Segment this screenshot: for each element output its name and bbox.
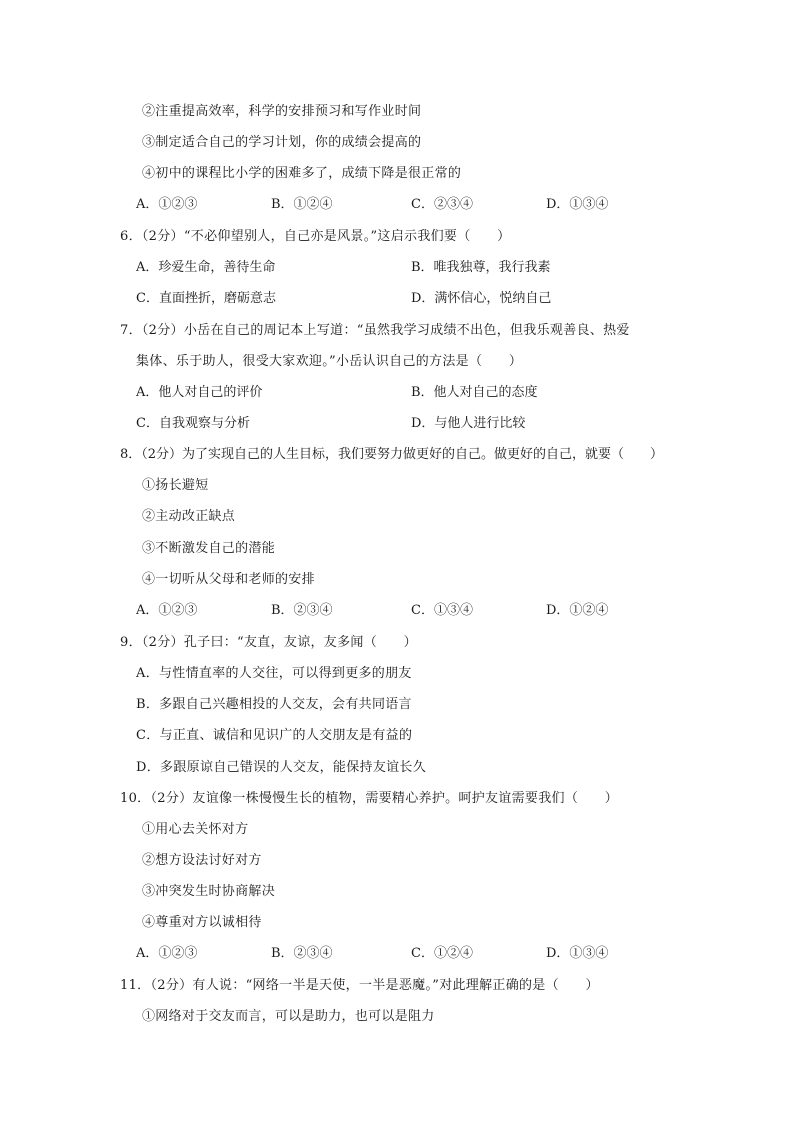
q8-stem: 8．（2分）为了实现自己的人生目标，我们要努力做更好的自己。做更好的自己，就要（ ） <box>120 447 664 462</box>
q8-item-1: ①扬长避短 <box>142 478 209 493</box>
q6-options-row1 <box>136 259 656 277</box>
q10-option-b[interactable]: B．②③④ <box>271 946 333 961</box>
q6-option-c[interactable]: C．直面挫折，磨砺意志 <box>136 291 276 306</box>
q6-option-b[interactable]: B．唯我独尊，我行我素 <box>411 260 551 275</box>
q6-stem: 6．（2分）“不必仰望别人，自己亦是风景。”这启示我们要（ ） <box>120 229 511 244</box>
q8-item-4: ④一切听从父母和老师的安排 <box>142 572 315 587</box>
q5-option-d[interactable]: D．①③④ <box>546 197 609 212</box>
q10-item-2: ②想方设法讨好对方 <box>142 853 262 868</box>
q9-option-c[interactable]: C．与正直、诚信和见识广的人交朋友是有益的 <box>136 728 413 743</box>
q9-option-b[interactable]: B．多跟自己兴趣相投的人交友，会有共同语言 <box>136 697 412 712</box>
q8-option-c[interactable]: C．①③④ <box>411 603 473 618</box>
q10-item-1: ①用心去关怀对方 <box>142 822 249 837</box>
q5-option-a[interactable]: A．①②③ <box>136 197 198 212</box>
q7-stem-line2: 集体、乐于助人，很受大家欢迎。”小岳认识自己的方法是（ ） <box>136 354 523 369</box>
q11-item-1: ①网络对于交友而言，可以是助力，也可以是阻力 <box>142 1009 435 1024</box>
q7-options-row2 <box>136 415 656 433</box>
q10-option-c[interactable]: C．①②④ <box>411 946 473 961</box>
q10-stem: 10．（2分）友谊像一株慢慢生长的植物，需要精心养护。呵护友谊需要我们（ ） <box>120 791 619 806</box>
q5-item-3: ③制定适合自己的学习计划，你的成绩会提高的 <box>142 135 422 150</box>
q11-stem: 11．（2分）有人说：“网络一半是天使，一半是恶魔。”对此理解正确的是（ ） <box>120 978 599 993</box>
q8-option-b[interactable]: B．②③④ <box>271 603 333 618</box>
q7-option-d[interactable]: D．与他人进行比较 <box>411 416 526 431</box>
q7-option-a[interactable]: A．他人对自己的评价 <box>136 385 263 400</box>
q9-option-a[interactable]: A．与性情直率的人交往，可以得到更多的朋友 <box>136 666 412 681</box>
q10-item-4: ④尊重对方以诚相待 <box>142 915 262 930</box>
q7-options-row1 <box>136 384 656 402</box>
q8-item-3: ③不断激发自己的潜能 <box>142 541 276 556</box>
q10-option-a[interactable]: A．①②③ <box>136 946 198 961</box>
q8-option-a[interactable]: A．①②③ <box>136 603 198 618</box>
q8-item-2: ②主动改正缺点 <box>142 509 236 524</box>
q6-options-row2 <box>136 290 656 308</box>
q6-option-d[interactable]: D．满怀信心，悦纳自己 <box>411 291 552 306</box>
q5-option-c[interactable]: C．②③④ <box>411 197 473 212</box>
q5-options <box>136 196 656 214</box>
q5-item-4: ④初中的课程比小学的困难多了，成绩下降是很正常的 <box>142 166 462 181</box>
q8-option-d[interactable]: D．①②④ <box>546 603 609 618</box>
q9-option-d[interactable]: D．多跟原谅自己错误的人交友，能保持友谊长久 <box>136 760 427 775</box>
q8-options <box>136 602 656 620</box>
q5-item-2: ②注重提高效率，科学的安排预习和写作业时间 <box>142 104 422 119</box>
q7-option-c[interactable]: C．自我观察与分析 <box>136 416 250 431</box>
q6-option-a[interactable]: A．珍爱生命，善待生命 <box>136 260 276 275</box>
q10-item-3: ③冲突发生时协商解决 <box>142 884 276 899</box>
q7-option-b[interactable]: B．他人对自己的态度 <box>411 385 538 400</box>
q9-stem: 9．（2分）孔子曰：“友直，友谅，友多闻（ ） <box>120 635 417 650</box>
q5-option-b[interactable]: B．①②④ <box>271 197 333 212</box>
q10-options <box>136 945 656 963</box>
q10-option-d[interactable]: D．①③④ <box>546 946 609 961</box>
q7-stem-line1: 7．（2分）小岳在自己的周记本上写道：“虽然我学习成绩不出色，但我乐观善良、热爱 <box>120 323 630 338</box>
